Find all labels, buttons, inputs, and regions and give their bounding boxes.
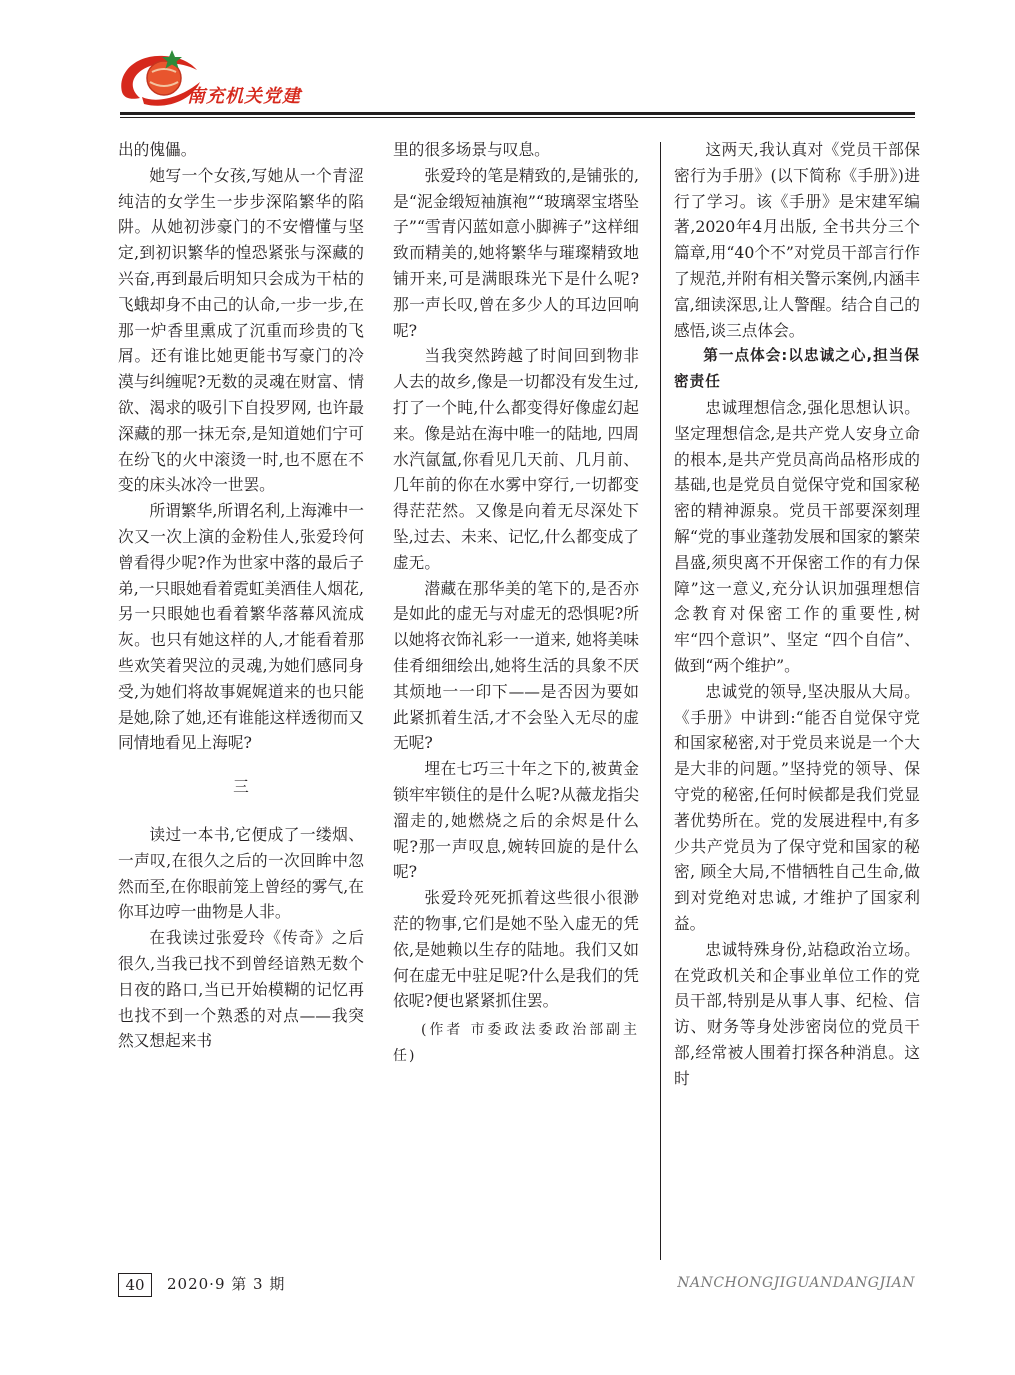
magazine-pinyin: NANCHONGJIGUANDANGJIAN: [677, 1275, 915, 1291]
page-number: 40: [118, 1273, 152, 1297]
section-number: 三: [233, 777, 249, 797]
paragraph: 忠诚特殊身份,站稳政治立场。在党政机关和企事业单位工作的党员干部,特别是从事人事、纪检、信访、财务等身处涉密岗位的党员干部,经常被人围着打探各种消息。这时: [674, 939, 920, 1088]
page-header: [0, 0, 1015, 135]
paragraph: 张爱玲的笔是精致的,是铺张的,是“泥金缎短袖旗袍”“玻璃翠宝塔坠子”“雪青闪蓝如意小脚裤子”这样细致而精美的,她将繁华与璀璨精致地铺开来,可是满眼珠光下是什么呢?那一声长叹,曾在多少人的耳边回响呢?: [393, 165, 639, 340]
paragraph: 这两天,我认真对《党员干部保密行为手册》(以下简称《手册》)进行了学习。该《手册》是宋建军编著,2020年4月出版, 全书共分三个篇章,用“40个不”对党员干部言行作了规范,并附有相关警示案例,内涵丰富,细读深思,让人警醒。结合自己的感悟,谈三点体会。: [674, 140, 920, 340]
column-2: [393, 137, 639, 1070]
paragraph: 里的很多场景与叹息。: [393, 140, 550, 159]
paragraph: 埋在七巧三十年之下的,被黄金锁牢牢锁住的是什么呢?从薇龙指尖溜走的,她燃烧之后的余烬是什么呢?那一声叹息,婉转回旋的是什么呢?: [393, 759, 639, 882]
magazine-name: 南充机关党建: [187, 86, 301, 107]
paragraph: 当我突然跨越了时间回到物非人去的故乡,像是一切都没有发生过,打了一个盹,什么都变得好像虚幻起来。像是站在海中唯一的陆地, 四周水汽氤氲,你看见几天前、几月前、几年前的你在水雾中穿行,一切都变得茫茫然。又像是向着无尽深处下坠,过去、未来、记忆,什么都变成了虚无。: [393, 346, 639, 572]
column-1: [118, 137, 364, 1054]
paragraph: 读过一本书,它便成了一缕烟、一声叹,在很久之后的一次回眸中忽然而至,在你眼前笼上曾经的雾气,在你耳边哼一曲物是人非。: [118, 824, 364, 922]
header-rule-thin: [120, 117, 915, 118]
issue-info: 2020·9 第 3 期: [167, 1275, 286, 1293]
page-footer: [0, 1265, 1015, 1305]
paragraph: 忠诚党的领导,坚决服从大局。《手册》中讲到:“能否自觉保守党和国家秘密,对于党员来说是一个大是大非的问题。”坚持党的领导、保守党的秘密,任何时候都是我们党显著优势所在。党的发展进程中,有多少共产党员为了保守党和国家的秘密, 顾全大局,不惜牺牲自己生命,做到对党绝对忠诚, 才维护了国家利益。: [674, 681, 920, 933]
paragraph: 在我读过张爱玲《传奇》之后很久,当我已找不到曾经谙熟无数个日夜的路口,当已开始模糊的记忆再也找不到一个熟悉的对点——我突然又想起来书: [118, 928, 364, 1051]
paragraph: 她写一个女孩,写她从一个青涩纯洁的女学生一步步深陷繁华的陷阱。从她初涉豪门的不安懵懂与坚定,到初识繁华的惶恐紧张与深藏的兴奋,再到最后明知只会成为干枯的飞蛾却身不由己的认命,一步一步,在那一炉香里熏成了沉重而珍贵的飞屑。还有谁比她更能书写豪门的冷漠与纠缠呢?无数的灵魂在财富、情欲、渴求的吸引下自投罗网, 也许最深藏的那一抹无奈,是知道她们宁可在纷飞的火中滚烫一时,也不愿在不变的床头冰冷一世罢。: [118, 165, 364, 495]
paragraph: 张爱玲死死抓着这些很小很渺茫的物事,它们是她不坠入虚无的凭依,是她赖以生存的陆地。我们又如何在虚无中驻足呢?什么是我们的凭依呢?便也紧紧抓住罢。: [393, 888, 639, 1011]
paragraph: 所谓繁华,所谓名利,上海滩中一次又一次上演的金粉佳人,张爱玲何曾看得少呢?作为世家中落的最后子弟,一只眼她看着霓虹美酒佳人烟花,另一只眼她也看着繁华落幕风流成灰。也只有她这样的人,才能看着那些欢笑着哭泣的灵魂,为她们感同身受,为她们将故事娓娓道来的也只能是她,除了她,还有谁能这样透彻而又同情地看见上海呢?: [118, 501, 364, 753]
section-heading: 第一点体会:以忠诚之心,担当保密责任: [674, 347, 920, 391]
author-note: (作者 市委政法委政治部副主任): [393, 1022, 639, 1064]
header-rule: [120, 112, 915, 115]
column-3: [674, 137, 920, 1091]
paragraph: 出的傀儡。: [118, 140, 197, 159]
paragraph: 潜藏在那华美的笔下的,是否亦是如此的虚无与对虚无的恐惧呢?所以她将衣饰礼彩一一道来, 她将美味佳肴细细绘出,她将生活的具象不厌其烦地一一印下——是否因为要如此紧抓着生活,才不会坠入无尽的虚无呢?: [393, 578, 639, 753]
paragraph: 忠诚理想信念,强化思想认识。坚定理想信念,是共产党人安身立命的根本,是共产党员高尚品格形成的基础,也是党员自觉保守党和国家秘密的精神源泉。党员干部要深刻理解“党的事业蓬勃发展和国家的繁荣昌盛,须臾离不开保密工作的有力保障”这一意义,充分认识加强理想信念教育对保密工作的重要性,树牢“四个意识”、坚定 “四个自信”、做到“两个维护”。: [674, 397, 920, 675]
column-divider: [660, 142, 661, 1260]
